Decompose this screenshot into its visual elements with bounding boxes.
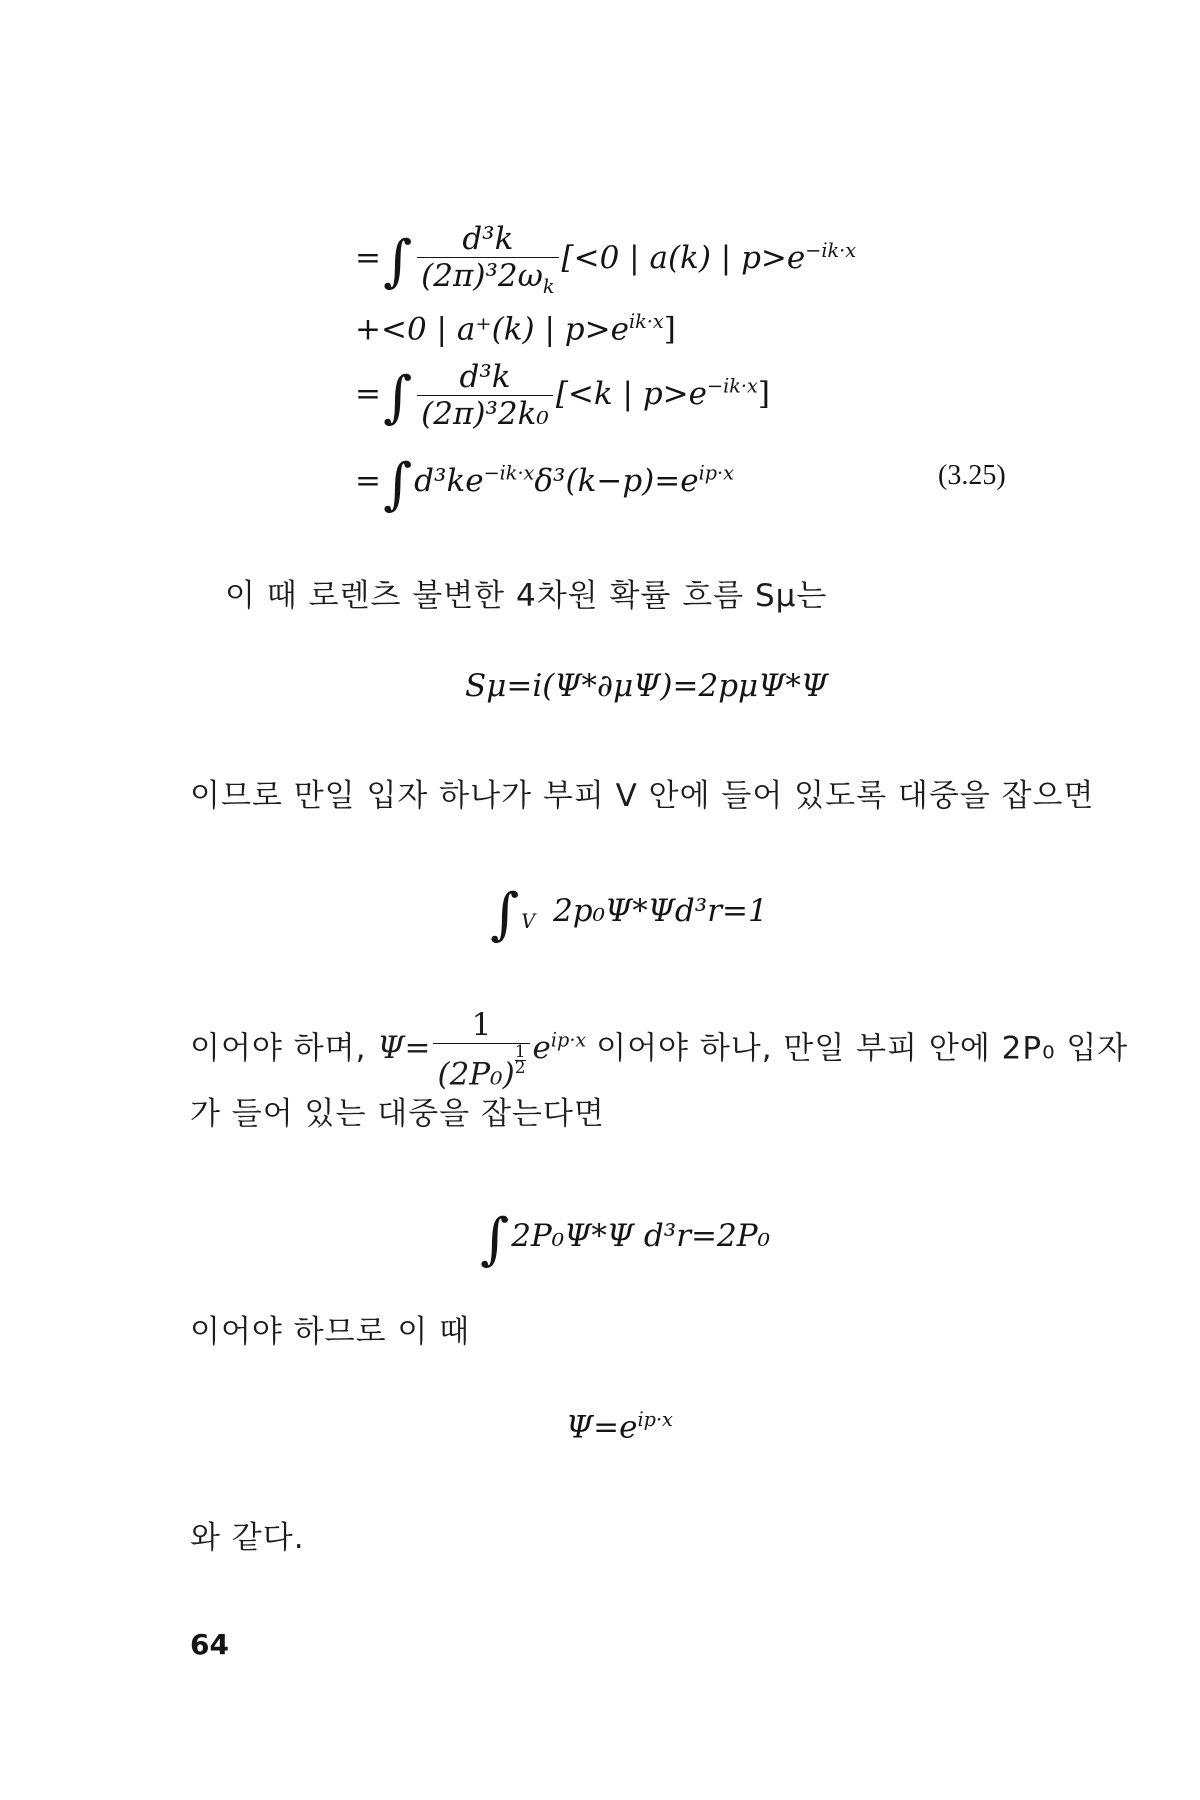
paragraph-1: 이 때 로렌츠 불변한 4차원 확률 흐름 Sμ는 bbox=[225, 578, 828, 614]
integral-sign: ∫ bbox=[382, 452, 413, 517]
equation-number: (3.25) bbox=[938, 460, 1006, 491]
psi-definition: Ψ= 1 (2P₀) $\frac{1}{2}$ $e^{ip\cdot x}$ bbox=[377, 1007, 587, 1093]
integral-sign: ∫ bbox=[382, 229, 413, 295]
page-number: 64 bbox=[190, 1628, 229, 1661]
integral-sign: ∫ bbox=[480, 1207, 510, 1272]
equation-normalization-1: ∫ $_V$ 2p₀Ψ*Ψd³r=1 bbox=[490, 882, 768, 947]
fraction: 1 (2P₀) $\frac{1}{2}$ bbox=[433, 1008, 529, 1092]
integral-sign: ∫ bbox=[490, 882, 520, 947]
paragraph-3-line-2: 가 들어 있는 대중을 잡는다면 bbox=[190, 1096, 605, 1132]
paragraph-5: 와 같다. bbox=[190, 1520, 305, 1556]
equation-line-4: $=\int d^3ke^{-ik\cdot x}\delta^3(k-p)=e^{ip\cdot x}$ bbox=[355, 452, 734, 517]
paragraph-2: 이므로 만일 입자 하나가 부피 V 안에 들어 있도록 대중을 잡으면 bbox=[190, 778, 1095, 814]
paragraph-3: 이어야 하며, Ψ= 1 (2P₀) $\frac{1}{2}$ $e^{ip\cdot x}$ 이어야 하나, 만일 부피 안에 2P₀ 입자 bbox=[190, 1007, 1129, 1093]
equation-line-1: =∫ $\frac{\text{d³k}}{(2\pi)^32\omega_k}$ [<0 | a(k) | $p>e^{-ik\cdot x}$ bbox=[355, 221, 857, 299]
equation-line-3: =∫ $\frac{\text{d³k}}{\text{(2π)³2k₀}}$ [<k | $p>e^{-ik\cdot x}$] bbox=[355, 358, 770, 432]
paragraph-4: 이어야 하므로 이 때 bbox=[190, 1314, 471, 1350]
integral-sign: ∫ bbox=[382, 365, 413, 430]
fraction: $\frac{\text{d³k}}{\text{(2π)³2k₀}}$ bbox=[417, 360, 553, 431]
fraction: $\frac{\text{d³k}}{(2\pi)^32\omega_k}$ bbox=[417, 222, 558, 297]
equation-line-2: +<0 | a⁺(k) | $p>e^{ik\cdot x}$] bbox=[355, 310, 676, 348]
equation-current: Sμ=i(Ψ*∂μΨ)=2pμΨ*Ψ bbox=[465, 668, 829, 704]
equation-psi: $\Psi=e^{ip\cdot x}$ bbox=[566, 1408, 673, 1446]
equation-normalization-2: ∫2P₀Ψ*Ψ d³r=2P₀ bbox=[480, 1207, 770, 1272]
